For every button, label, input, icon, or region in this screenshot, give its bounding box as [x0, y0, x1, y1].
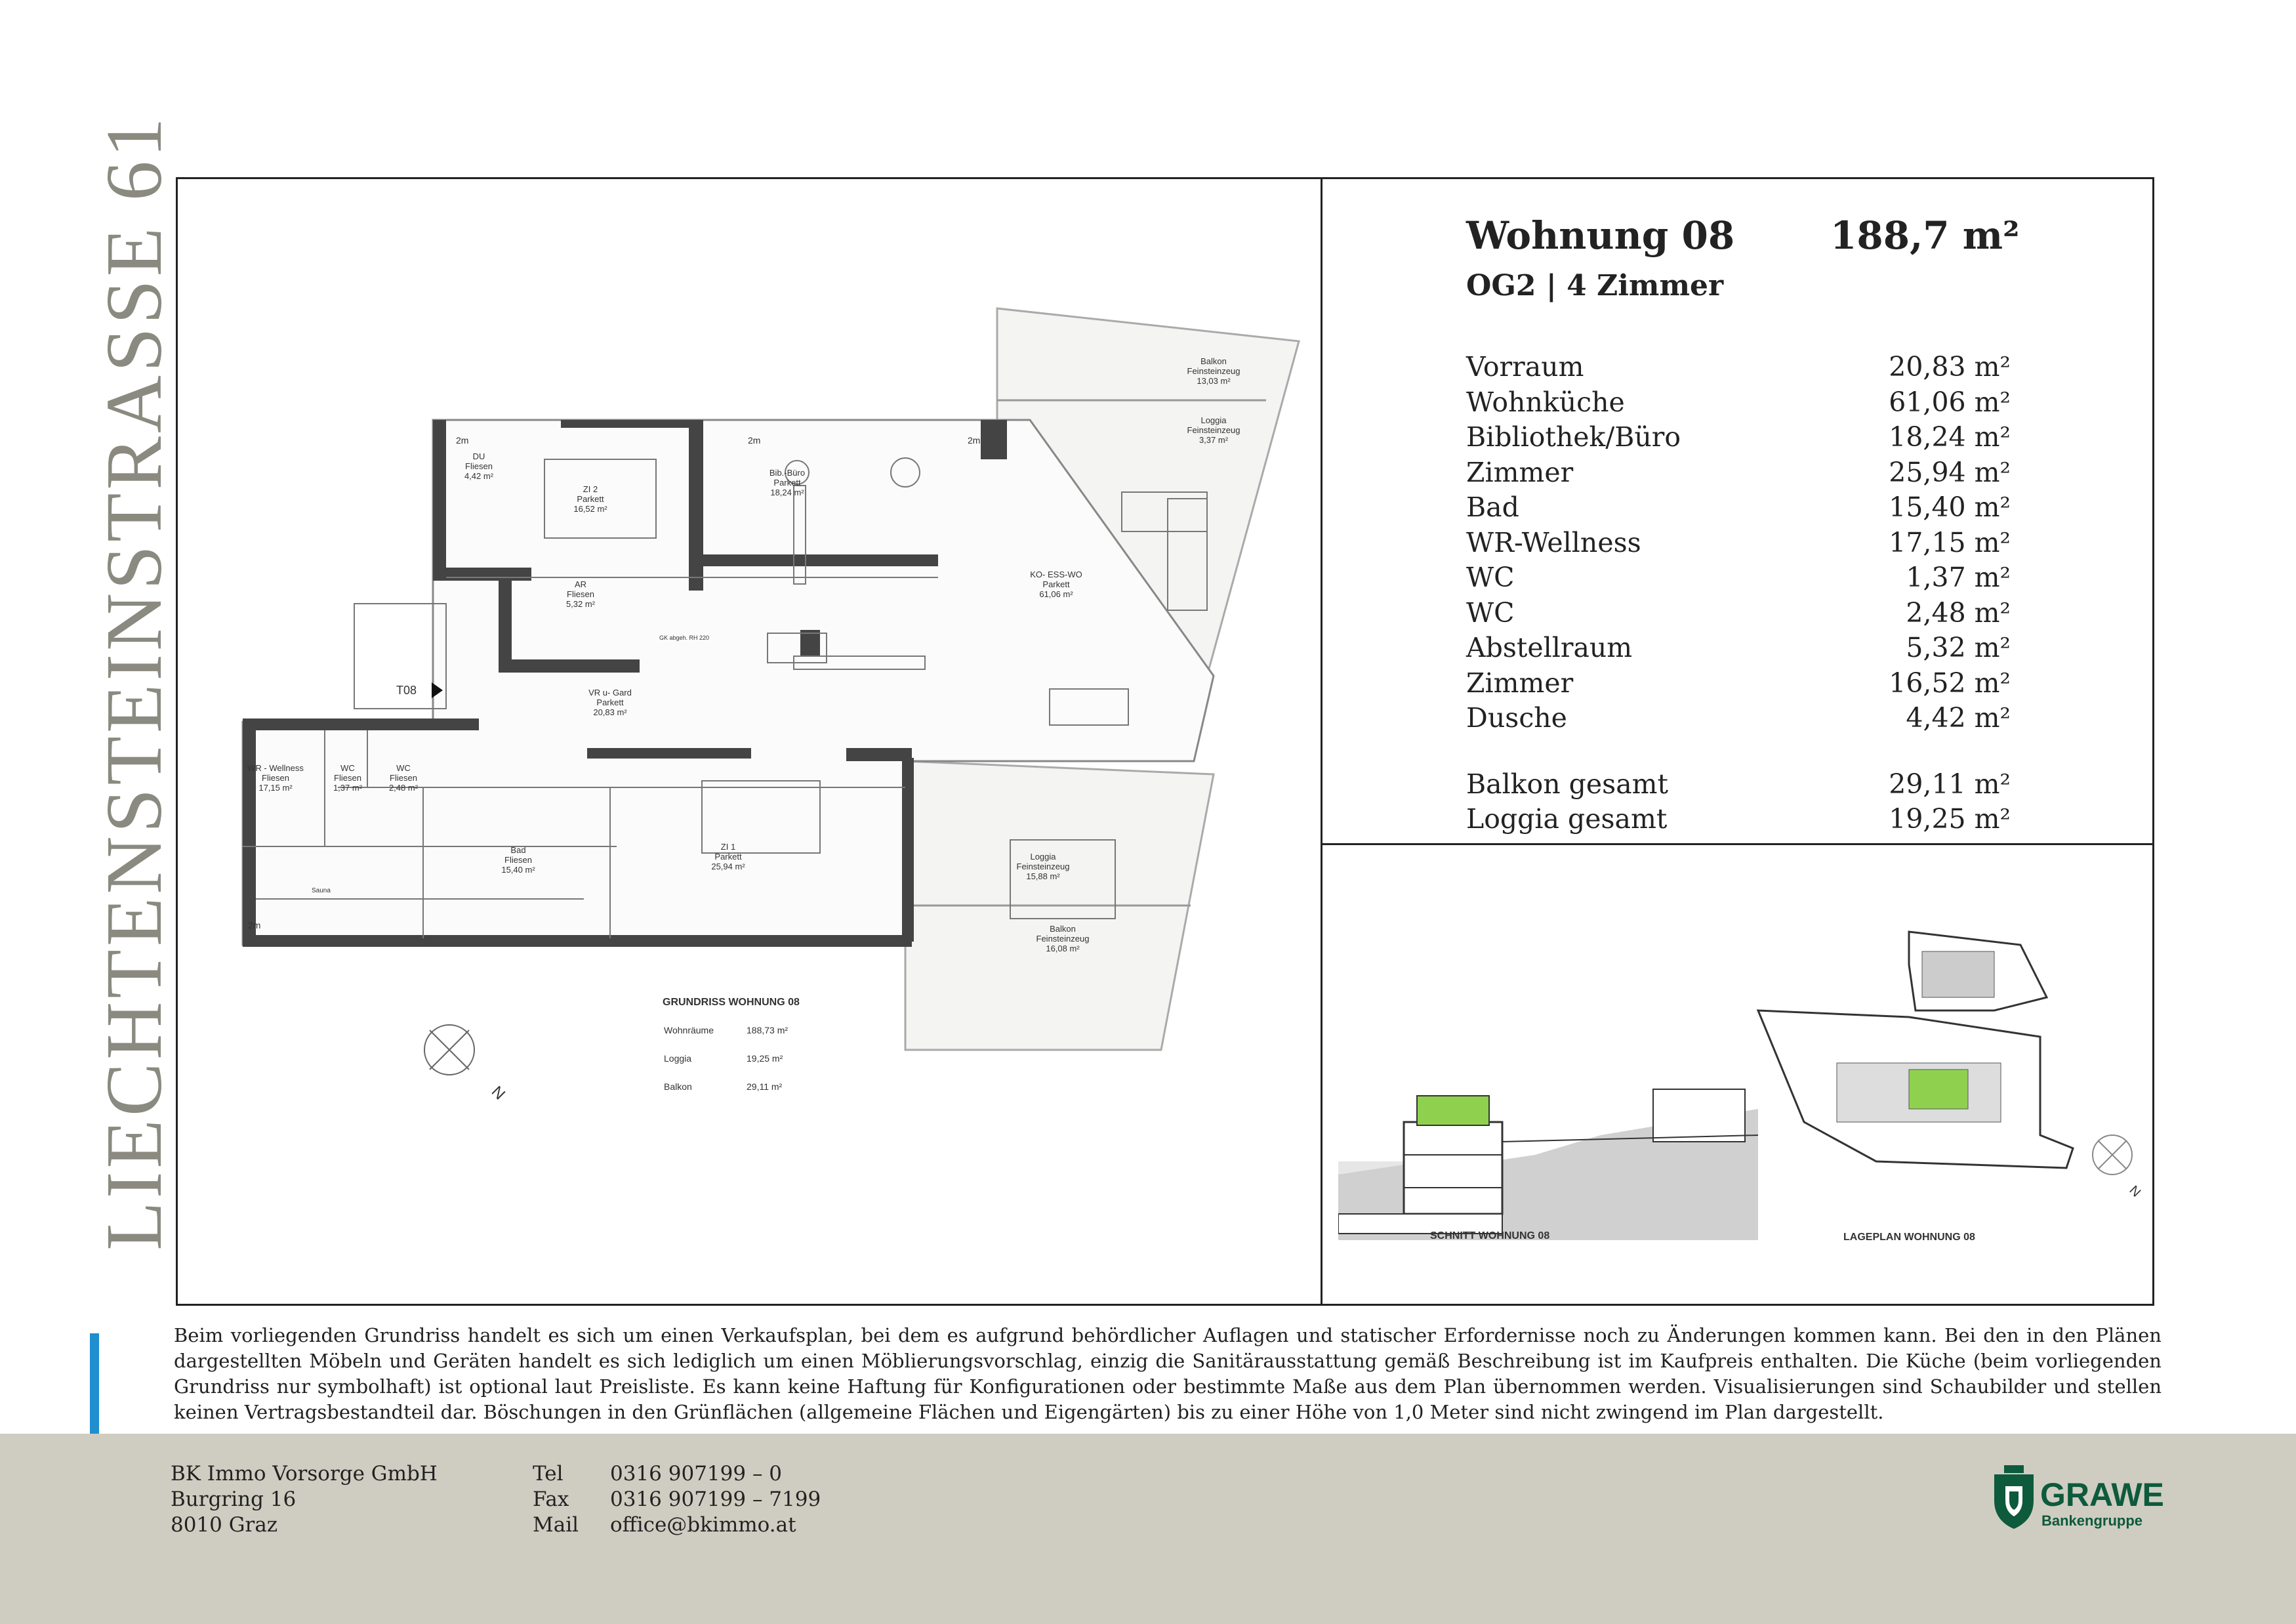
- plan-summary-title: GRUNDRISS WOHNUNG 08: [663, 997, 800, 1008]
- site-north-label: N: [2126, 1182, 2144, 1200]
- plan-room-label: ZI 2: [583, 484, 598, 494]
- plan-room-label: Feinsteinzeug: [1187, 366, 1240, 376]
- plan-room-label: Bib.-Büro: [769, 468, 806, 478]
- plan-room-label: Parkett: [714, 852, 742, 862]
- room-name: WC: [1466, 596, 1515, 629]
- room-row: [1466, 562, 2011, 597]
- site-north-arrow-icon: [2093, 1135, 2143, 1200]
- apartment-title: Wohnung 08: [1466, 213, 1735, 258]
- plan-room-label: 2,48 m²: [388, 783, 419, 793]
- room-area: 5,32 m²: [1906, 632, 2011, 663]
- plan-room-label: Loggia: [1030, 852, 1056, 862]
- logo-sub: Bankengruppe: [2041, 1512, 2143, 1529]
- outdoor-name: Loggia gesamt: [1466, 803, 1668, 835]
- outdoor-row: [1466, 768, 2011, 804]
- plan-room-label: Parkett: [577, 494, 604, 504]
- plan-room-label: 17,15 m²: [258, 783, 293, 793]
- room-row: [1466, 527, 2011, 562]
- room-name: Vorraum: [1466, 351, 1584, 383]
- plan-summary-label: Wohnräume: [664, 1025, 714, 1035]
- dim-2m-a: 2m: [456, 435, 469, 446]
- footer-fax: 0316 907199 – 7199: [610, 1488, 821, 1511]
- plan-room-label: Parkett: [773, 478, 801, 488]
- dim-2m-b: 2m: [748, 435, 761, 446]
- room-area: 15,40 m²: [1889, 491, 2011, 523]
- frame-divider-horizontal: [1321, 843, 2154, 845]
- plan-room-label: WC: [396, 763, 411, 773]
- room-name: Bad: [1466, 491, 1519, 523]
- plan-summary-value: 19,25 m²: [747, 1053, 783, 1064]
- plan-room-label: 18,24 m²: [770, 488, 804, 497]
- street-name-vertical: LIECHTENSTEINSTRASSE 61: [90, 114, 178, 1251]
- plan-room-label: 5,32 m²: [565, 599, 596, 609]
- logo-name: GRAWE: [2040, 1476, 2164, 1513]
- section-drawing: [1338, 1083, 1758, 1240]
- north-arrow-icon: [424, 1025, 508, 1104]
- plan-room-label: Fliesen: [334, 773, 361, 783]
- plan-room-label: VR u- Gard: [588, 688, 632, 697]
- room-area: 20,83 m²: [1889, 351, 2011, 383]
- dim-2m-d: 2m: [248, 920, 261, 930]
- footer-fax-label: Fax: [533, 1488, 569, 1511]
- frame-divider-vertical: [1321, 177, 1322, 1306]
- room-row: [1466, 491, 2011, 527]
- plan-room-label: Fliesen: [465, 461, 493, 471]
- footer-tel-label: Tel: [533, 1462, 564, 1486]
- plan-summary-value: 188,73 m²: [747, 1025, 789, 1035]
- room-row: [1466, 632, 2011, 667]
- room-name: Abstellraum: [1466, 632, 1633, 663]
- door-label: T08: [396, 684, 417, 697]
- plan-room-label: WC: [340, 763, 355, 773]
- plan-room-label: Fliesen: [504, 855, 532, 865]
- plan-room-label: 15,88 m²: [1026, 871, 1060, 881]
- plan-room-label: AR: [574, 579, 587, 589]
- footer-mail-label: Mail: [533, 1513, 579, 1537]
- room-row: [1466, 702, 2011, 738]
- room-row: [1466, 597, 2011, 633]
- outdoor-row: [1466, 803, 2011, 839]
- section-caption: SCHNITT WOHNUNG 08: [1430, 1230, 1550, 1240]
- plan-room-label: ZI 1: [720, 842, 736, 852]
- plan-room-label: KO- ESS-WO: [1030, 570, 1082, 579]
- site-caption: LAGEPLAN WOHNUNG 08: [1843, 1232, 1975, 1240]
- room-area: 2,48 m²: [1906, 596, 2011, 629]
- room-name: Dusche: [1466, 702, 1567, 734]
- plan-room-label: DU: [472, 451, 485, 461]
- disclaimer-text: Beim vorliegenden Grundriss handelt es sich um einen Verkaufsplan, bei dem es aufgrund behördlicher Auflagen und statischer Erfordernisse noch zu Änderungen kommen kann. Bei den in den Plänen dargestellten Möbeln und Geräten handelt es sich lediglich um einen Möblierungsvorschlag, einzig die Sanitärausstattung gemäß Beschreibung ist im Kaufpreis enthalten. Die Küche (beim vorliegenden Grundriss nur symbolhaft) ist optional laut Preisliste. Es kann keine Haftung für Konfigurationen oder bestimmte Maße aus dem Plan übernommen werden. Visualisierungen sind Schaubilder und stellen keinen Vertragsbestandteil dar. Böschungen in den Grünflächen (allgemeine Flächen und Eigengärten) bis zu einer Höhe von 1,0 Meter sind nicht zwingend im Plan dargestellt.: [174, 1324, 2162, 1423]
- apartment-area: 188,7 m²: [1830, 213, 2020, 258]
- plan-room-label: 25,94 m²: [711, 862, 745, 871]
- room-name: Zimmer: [1466, 667, 1574, 699]
- room-row: [1466, 386, 2011, 422]
- plan-room-label: Fliesen: [390, 773, 417, 783]
- plan-room-label: Fliesen: [262, 773, 289, 783]
- plan-room-label: Fliesen: [567, 589, 594, 599]
- plan-summary-label: Loggia: [664, 1053, 692, 1064]
- footer-mail[interactable]: office@bkimmo.at: [610, 1513, 796, 1537]
- room-row: [1466, 351, 2011, 386]
- room-name: WR-Wellness: [1466, 526, 1641, 558]
- room-name: WC: [1466, 562, 1515, 593]
- footer-street: Burgring 16: [171, 1488, 297, 1511]
- room-area: 61,06 m²: [1889, 386, 2011, 418]
- plan-room-label: Balkon: [1200, 356, 1227, 366]
- grawe-logo: [1991, 1460, 2175, 1532]
- plan-room-label: Parkett: [596, 697, 624, 707]
- plan-room-label: 16,08 m²: [1046, 944, 1080, 953]
- room-area: 18,24 m²: [1889, 421, 2011, 453]
- footer-company: BK Immo Vorsorge GmbH: [171, 1462, 438, 1486]
- plan-room-label: 16,52 m²: [573, 504, 607, 514]
- north-label: N: [487, 1083, 509, 1104]
- floor-plan: [190, 289, 1319, 1142]
- room-area: 17,15 m²: [1889, 526, 2011, 558]
- plan-room-label: 1,37 m²: [333, 783, 363, 793]
- room-row: [1466, 667, 2011, 703]
- site-plan: [1745, 925, 2152, 1240]
- plan-room-label: Bad: [510, 845, 526, 855]
- plan-room-label: Parkett: [1042, 579, 1070, 589]
- room-row: [1466, 457, 2011, 492]
- plan-room-label: 20,83 m²: [593, 707, 627, 717]
- room-area: 1,37 m²: [1906, 562, 2011, 593]
- room-area: 25,94 m²: [1889, 456, 2011, 488]
- sauna-label: Sauna: [312, 887, 331, 894]
- room-area: 4,42 m²: [1906, 702, 2011, 734]
- plan-room-label: Balkon: [1050, 924, 1076, 934]
- plan-room-label: Feinsteinzeug: [1036, 934, 1090, 944]
- room-area: 16,52 m²: [1889, 667, 2011, 699]
- plan-room-label: 3,37 m²: [1199, 435, 1229, 445]
- plan-room-label: Loggia: [1200, 415, 1227, 425]
- room-name: Bibliothek/Büro: [1466, 421, 1681, 453]
- plan-room-label: 61,06 m²: [1039, 589, 1073, 599]
- room-name: Zimmer: [1466, 456, 1574, 488]
- footer-city: 8010 Graz: [171, 1513, 278, 1537]
- plan-room-label: 15,40 m²: [501, 865, 535, 875]
- gk-note: GK abgeh. RH 220: [659, 635, 710, 641]
- plan-room-label: Feinsteinzeug: [1016, 862, 1070, 871]
- plan-summary-label: Balkon: [664, 1081, 692, 1092]
- outdoor-area: 29,11 m²: [1889, 768, 2011, 800]
- plan-room-label: WR - Wellness: [247, 763, 304, 773]
- outdoor-name: Balkon gesamt: [1466, 768, 1669, 800]
- shield-icon: [1994, 1465, 2034, 1529]
- plan-room-label: Feinsteinzeug: [1187, 425, 1240, 435]
- apartment-subtitle: OG2 | 4 Zimmer: [1466, 269, 1724, 302]
- room-name: Wohnküche: [1466, 386, 1625, 418]
- plan-summary-value: 29,11 m²: [747, 1081, 783, 1092]
- plan-room-label: 4,42 m²: [464, 471, 494, 481]
- footer-tel[interactable]: 0316 907199 – 0: [610, 1462, 783, 1486]
- dim-2m-c: 2m: [968, 435, 981, 446]
- outdoor-area: 19,25 m²: [1889, 803, 2011, 835]
- plan-room-label: 13,03 m²: [1197, 376, 1231, 386]
- room-row: [1466, 421, 2011, 457]
